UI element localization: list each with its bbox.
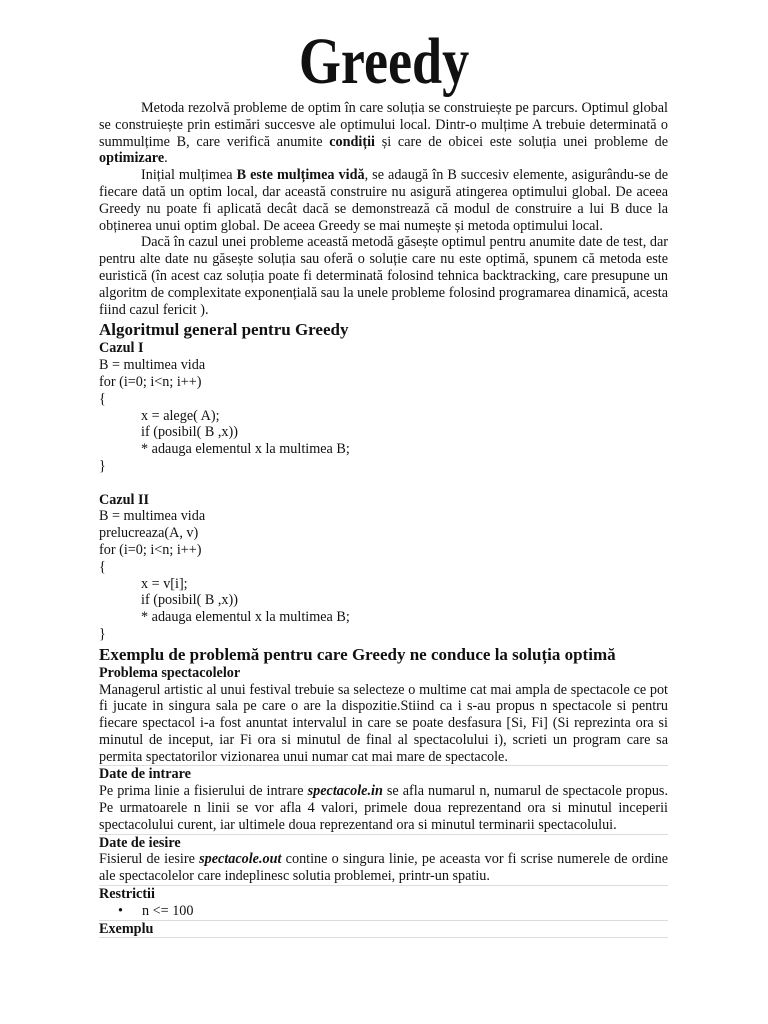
code-line: { bbox=[99, 558, 106, 575]
algorithm-heading: Algoritmul general pentru Greedy bbox=[99, 320, 349, 340]
intro-p2-rest: , se adaugă în B succesiv elemente, asigurându-se de fiecare dată un optim local, dar această construire nu asigură atingerea optimului global. De aceea Greedy nu poate fi aplicată decât dacă se demonstrează că modul de construire a lui B duce la obținerea unui optim global. De aceea Greedy se mai numește și metoda optimului local. bbox=[99, 167, 669, 234]
code-line: B = multimea vida bbox=[99, 357, 206, 374]
code-line: * adauga elementul x la multimea B; bbox=[141, 441, 350, 458]
case-1-label: Cazul I bbox=[99, 340, 144, 357]
spacer bbox=[99, 475, 668, 492]
intro-p2-bold: B este mulțimea vidă bbox=[236, 167, 365, 184]
intro-p1-bold-optimizare: optimizare bbox=[99, 150, 165, 167]
case-2-label: Cazul II bbox=[99, 491, 150, 508]
code-line: * adauga elementul x la multimea B; bbox=[141, 609, 350, 626]
example-section-title: Exemplu bbox=[99, 921, 668, 939]
problem-statement: Managerul artistic al unui festival trebuie sa selecteze o multime cat mai ampla de spectacole ce pot fi jucate in singura sala pe care o are la dispozitie.Stiind ca i s-au propus n spectacole si pentru fiecare spectacol i-a fost anuntat intervalul in care se poate desfasura [Si, Fi] (Si reprezinta ora si minutul de inceput, iar Fi ora si minutul de final al spectacolului i), scrieti un program care sa permita spectatorilor vizionarea unui numar cat mai mare de spectacole. bbox=[99, 681, 668, 765]
restrictions-title: Restrictii bbox=[99, 886, 155, 903]
output-section-title: Date de iesire bbox=[99, 834, 181, 851]
problem-title: Problema spectacolelor bbox=[99, 664, 241, 681]
intro-p1-bold-conditii: condiții bbox=[329, 133, 375, 150]
output-description bbox=[99, 851, 668, 886]
code-line: if (posibil( B ,x)) bbox=[141, 424, 238, 441]
code-line: prelucreaza(A, v) bbox=[99, 525, 199, 542]
intro-p1-text: Metoda rezolvă probleme de optim în care soluția se construiește pe parcurs. Optimul global se construiește prin estimări succesve ale optimului local. Dintr-o mulțime A trebuie determinată o summulțime B, care verifică anumite bbox=[99, 100, 668, 150]
intro-paragraph-1 bbox=[99, 100, 668, 167]
restriction-list-item bbox=[99, 903, 668, 921]
restriction-text: n <= 100 bbox=[142, 902, 194, 919]
code-line: } bbox=[99, 625, 106, 642]
intro-p2-start: Inițial mulțimea bbox=[141, 167, 237, 184]
output-file-name: spectacole.out bbox=[199, 851, 282, 868]
code-line: for (i=0; i<n; i++) bbox=[99, 541, 202, 558]
document-body bbox=[99, 100, 668, 938]
input-text-start: Pe prima linie a fisierului de intrare bbox=[99, 783, 308, 800]
input-file-name: spectacole.in bbox=[307, 783, 383, 800]
intro-paragraph-2 bbox=[99, 167, 668, 234]
intro-p1-mid: și care de obicei este soluția unei probleme de bbox=[374, 133, 668, 150]
example-heading: Exemplu de problemă pentru care Greedy ne conduce la soluția optimă bbox=[99, 644, 616, 664]
code-line: { bbox=[99, 390, 106, 407]
code-line: if (posibil( B ,x)) bbox=[141, 592, 238, 609]
intro-paragraph-3: Dacă în cazul unei probleme această metodă găsește optimul pentru anumite date de test, dar pentru alte date nu găsește soluția sau oferă o soluție care nu este optimă, spunem că metoda este euristică (în acest caz soluția poate fi determinată folosind tehnica backtracking, care presupune un algoritm de complexitate exponențială sau la unele probleme folosind programarea dinamică, acesta fiind cazul fericit ). bbox=[99, 234, 668, 318]
code-line: x = v[i]; bbox=[141, 575, 188, 592]
output-text-rest: contine o singura linie, pe aceasta vor fi scrise numerele de ordine ale spectacolelor care indeplinesc solutia problemei, printr-un spatiu. bbox=[99, 851, 668, 885]
input-description bbox=[99, 783, 668, 834]
code-line: } bbox=[99, 457, 106, 474]
input-section-title: Date de intrare bbox=[99, 766, 191, 783]
input-text-rest: se afla numarul n, numarul de spectacole propus. Pe urmatoarele n linii se vor afla 4 valori, primele doua reprezentand ora si minutul inceperii spectacolului curent, iar ultimele doua reprezentand ora si minutul terminarii spectacolului. bbox=[99, 783, 668, 833]
bullet-icon: • bbox=[118, 902, 123, 919]
output-text-start: Fisierul de iesire bbox=[99, 851, 200, 868]
page-title: Greedy bbox=[298, 25, 470, 98]
code-line: for (i=0; i<n; i++) bbox=[99, 373, 202, 390]
code-line: x = alege( A); bbox=[141, 407, 220, 424]
intro-p1-end: . bbox=[164, 150, 168, 167]
code-line: B = multimea vida bbox=[99, 508, 206, 525]
